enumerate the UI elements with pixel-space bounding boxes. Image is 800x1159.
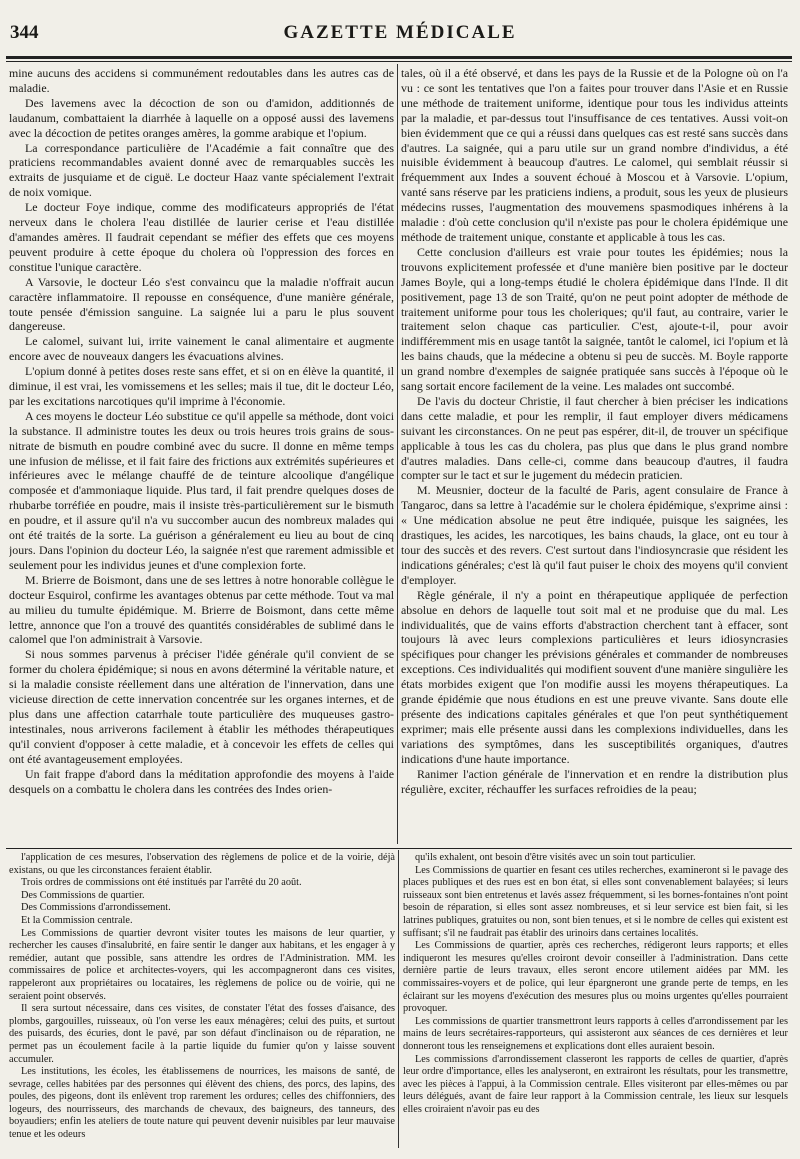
upper-left-column (9, 66, 394, 846)
paragraph: Les commissions d'arrondissement classeront les rapports de celles de quartier, d'après leur ordre d'importance, elles les analyseront, en extrairont les résultats, pour les transmettre, avec les pièces à l'appui, à la Commission centrale. Elles visiteront par elles-mêmes ou par leurs délégués, avant de faire leur rapport à la Commission centrale, les lieux sur lesquels elles croiraient n'avoir pas eu des (403, 1053, 788, 1115)
paragraph: Les Commissions de quartier devront visiter toutes les maisons de leur quartier, y rechercher les causes d'insalubrité, en faire sentir le danger aux habitans, et les engager à y remédier, autant que possible, sans attendre les ordres de l'Administration. MM. les commissaires de police et architectes-voyers, qui les accompagneront dans ces visites, rappeleront aux propriétaires ou locataires, les règlemens de police ou de voirie, qui ne seraient point observés. (9, 927, 395, 1002)
paragraph: Les Commissions de quartier en fesant ces utiles recherches, examineront si le pavage des places publiques et des rues est en bon état, si elles sont convenablement balayées; si leurs ruisseaux sont bien entretenus et lavés assez fréquemment, si les bornes-fontaines n'ont point besoin de réparation, si elles sont assez nombreuses, et si leur service est bien fait, si les latrines publiques, gratuites ou non, sont bien tenues, et si le nombre de celles qui existent est suffisant; s'il ne faudrait pas établir des urinoirs dans certaines localités. (403, 864, 788, 939)
lower-right-column (403, 852, 788, 1147)
paragraph: Les commissions de quartier transmettront leurs rapports à celles d'arrondissement par les mains de leurs secrétaires-rapporteurs, qui assisteront aux séances de ces dernières et leur donneront tous les renseignemens et explications dont elles auraient besoin. (403, 1015, 788, 1052)
paragraph: De l'avis du docteur Christie, il faut chercher à bien préciser les indications dans cette maladie, et pour les remplir, il faut employer divers médicamens suivant les circonstances. On ne peut pas espérer, dit-il, de trouver un spécifique applicable à tous les cas du cholera, pas plus que dans le plus grand nombre d'autres maladies. Dans celle-ci, comme dans beaucoup d'autres, il faudra compter sur le tact et sur le jugement du médecin praticien. (401, 393, 788, 483)
paragraph: M. Meusnier, docteur de la faculté de Paris, agent consulaire de France à Tangaroc, dans sa lettre à l'académie sur le cholera épidémique, s'exprime ainsi : « Une médication absolue ne peut être indiquée, puisque les saignées, les drastiques, les acides, les narcotiques, les bains chauds, la glace, ont eu tour à tour des succès et des revers. C'est surtout dans l'indiosyncrasie que résident les indications générales; c'est là qu'il faut puiser le choix des moyens qu'il convient d'employer. (401, 483, 788, 587)
paragraph: Si nous sommes parvenus à préciser l'idée générale qu'il convient de se former du cholera épidémique; si nous en avons déterminé la véritable nature, et si la maladie consiste réellement dans une altération de l'innervation, dans une vicieuse direction de cette innervation concentrée sur les organes internes, et de plus dans une affection catarrhale toute particulière des muqueuses gastro-intestinales, nous arriverons facilement à établir les méthodes thérapeutiques qu'il convient d'opposer à cette maladie, et à concevoir les effets de celles qui ont été avantageusement employées. (9, 647, 394, 766)
paragraph: Trois ordres de commissions ont été institués par l'arrêté du 20 août. (21, 877, 302, 889)
paragraph: M. Brierre de Boismont, dans une de ses lettres à notre honorable collègue le docteur Esquirol, confirme les avantages obtenus par cette méthode. Tout va mal au milieu du tumulte épidémique. M. Brierre de Boismont, dans cette même lettre, annonce que l'on a trouvé des quantités considérables de sublimé dans le calomel que l'on administrait à Varsovie. (9, 572, 394, 647)
paragraph: tales, où il a été observé, et dans les pays de la Russie et de la Pologne où on l'a vu : ce sont les tentatives que l'on a faites pour trouver dans l'Asie et en Russie une méthode de traitement uniforme, identique pour tous les individus atteints par la maladie, et par-dessus tout l'insuffisance de ces tentatives. Aussi voit-on bien évidemment que ce qui a réussi dans quelques cas est resté sans succès dans d'autres. La saignée, qui a paru utile sur un grand nombre d'individus, a été nuisible évidemment à beaucoup d'autres. Le calomel, qui semblait réussir si fréquemment aux Indes a souvent échoué à Moscou et à Varsovie. L'opium, vanté sans réserve par les praticiens indiens, a produit, sous les yeux de plusieurs médecins russes, l'augmentation des mouvemens spasmodiques inhérens à la maladie : d'où cette conclusion qu'il n'existe pas pour le cholera épidémique une méthode de traitement unique, constante et applicable à tous les cas. (401, 66, 788, 244)
column-divider (398, 850, 399, 1148)
paragraph: Le docteur Foye indique, comme des modificateurs appropriés de l'état nerveux dans le cholera l'eau distillée de laurier cerise et l'eau distillée d'amandes amères. Il faudrait cependant se méfier des effets que ces moyens peuvent produire à cette époque du cholera où l'oppression des forces en constitue l'unique caractère. (9, 200, 394, 274)
paragraph: Cette conclusion d'ailleurs est vraie pour toutes les épidémies; nous la trouvons explicitement professée et d'une manière bien positive par le docteur James Boyle, qui a long-temps étudié le cholera épidémique dans l'Inde. Il dit positivement, page 13 de son Traité, qu'on ne peut point adopter de méthode de traitement uniforme pour tous les choleriques; qu'il faut, au contraire, varier le traitement selon chaque cas particulier. C'est, ajoute-t-il, pour avoir indifféremment mis en usage tantôt la saignée, tantôt le calomel, ici l'opium et là les bains chauds, que la médecine a obtenu si peu de succès. M. Boyle rapporte un grand nombre d'exemples de saignée pratiquée sans succès à l'époque où le sang sortait encore facilement de la veine. Les malades ont succombé. (401, 244, 788, 394)
paragraph: La correspondance particulière de l'Académie a fait connaître que des praticiens recommandables avaient donné avec de remarquables succès les extraits de jusquiame et de ciguë. Le docteur Haaz vante spécialement l'extrait de noix vomique. (9, 140, 394, 200)
paragraph: A Varsovie, le docteur Léo s'est convaincu que la maladie n'offrait aucun caractère inflammatoire. Il repousse en conséquence, d'une manière générale, toute pensée d'émission sanguine. La saignée lui a paru le plus souvent dangereuse. (9, 274, 394, 334)
paragraph: Des lavemens avec la décoction de son ou d'amidon, additionnés de laudanum, combattaient la diarrhée à laquelle on a opposé aussi des lavemens avec la décoction de petites oranges amères, la gomme arabique et l'opium. (9, 95, 394, 140)
paragraph: Il sera surtout nécessaire, dans ces visites, de constater l'état des fosses d'aisance, des plombs, gargouilles, ruisseaux, où l'on verse les eaux ménagères; celui des puits, et surtout des puisards, des écuries, dont le pavé, par son défaut d'inclinaison ou de réparation, ne permet pas un écoulement facile à la partie liquide du fumier qu'on y laisse souvent accumuler. (9, 1003, 395, 1065)
feuilleton-rule (6, 848, 792, 849)
paragraph: qu'ils exhalent, ont besoin d'être visités avec un soin tout particulier. (415, 852, 696, 863)
paragraph: Un fait frappe d'abord dans la méditation approfondie des moyens à l'aide desquels on a combattu le cholera dans les contrées des Indes orien- (9, 766, 394, 796)
header-rule-thin (6, 61, 792, 62)
paragraph: mine aucuns des accidens si communément redoutables dans les autres cas de maladie. (9, 66, 394, 95)
page-number: 344 (10, 22, 39, 43)
paragraph: Les Commissions de quartier, après ces recherches, rédigeront leurs rapports; et elles indiqueront les mesures qu'elles croiront devoir conseiller à l'administration. Dans cette dernière partie de leurs travaux, elles seront encore utilement aidées par MM. les commissaires-voyers et de police, qui leur épargneront une grande perte de temps, en les éclairant sur les moyens d'exécution des mesures plus ou moins urgentes qu'elles pourraient provoquer. (403, 940, 788, 1015)
paragraph: Règle générale, il n'y a point en thérapeutique appliquée de perfection absolue en dehors de laquelle tout soit mal et ne produise que du mal. Les individualités, que de vains efforts d'abstraction cherchent tant à effacer, sont toujours là avec leurs complexions particulières et leurs idiosyncrasies spécifiques pour changer les prévisions générales et commander de nombreuses exceptions. Ces individualités qui modifient souvent d'une manière singulière les états morbides exigent que l'on modifie aussi les moyens thérapeutiques. La grande épidémie que nous étudions en est une preuve vivante. Sans doute elle présente des indications capitales générales et que l'on peut synthétiquement exprimer; mais elle présente aussi dans les complexions individuelles, dans les variations des symptômes, dans les susceptibilités organiques, d'autres indications d'une haute importance. (401, 587, 788, 766)
paragraph: Les institutions, les écoles, les établissemens de nourrices, les maisons de santé, de sevrage, celles habitées par des personnes qui élèvent des chiens, des porcs, des lapins, des poules, des pigeons, dont ils enlèvent trop rarement les ordures; celles des chiffonniers, des logeurs, des nourrisseurs, des marchands de chevaux, des baigneurs, des tanneurs, des boyaudiers; enfin les ateliers de toute nature qui peuvent devenir nuisibles par leur mauvaise tenue et les odeurs (9, 1066, 395, 1141)
paragraph: Ranimer l'action générale de l'innervation et en rendre la distribution plus régulière, exciter, réchauffer les surfaces refroidies de la peau; (401, 766, 788, 796)
lower-left-column (9, 852, 395, 1147)
upper-right-column (401, 66, 788, 846)
column-divider (397, 64, 398, 844)
journal-title: GAZETTE MÉDICALE (283, 22, 517, 43)
paragraph: Des Commissions d'arrondissement. (21, 902, 171, 914)
header-rule-thick (6, 56, 792, 59)
paragraph: Le calomel, suivant lui, irrite vainement le canal alimentaire et augmente encore avec de nouveaux dangers les évacuations alvines. (9, 334, 394, 364)
paragraph: L'opium donné à petites doses reste sans effet, et si on en élève la quantité, il diminue, il est vrai, les vomissemens et les selles; mais il tue, dit le docteur Léo, par les excitations narcotiques qu'il imprime à l'économie. (9, 364, 394, 408)
page-header (0, 14, 800, 54)
paragraph: Et la Commission centrale. (21, 914, 133, 926)
paragraph: A ces moyens le docteur Léo substitue ce qu'il appelle sa méthode, dont voici la substance. Il administre toutes les deux ou trois heures trois grains de sous-nitrate de bismuth en poudre combiné avec du sucre. Il donne en même temps une infusion de mélisse, et il fait faire des frictions aux extrémités supérieures et inférieures avec le mélange chauffé de de teinture alcoolique d'angélique composée et d'ammoniaque liquide. Plus tard, il fait prendre quelques doses de rhubarbe torréfiée en poudre, mais il insiste très-particulièrement sur le bismuth en poudre, et il assure qu'il n'a vu succomber aucun des nombreux malades qui ont été traités de la sorte. La guérison a généralement eu lieu au bout de cinq jours. Dans l'opinion du docteur Léo, la saignée n'est que rarement admissible et seulement pour les individus jeunes et d'une complexion forte. (9, 408, 394, 572)
paragraph: Des Commissions de quartier. (21, 889, 145, 901)
paragraph: l'application de ces mesures, l'observation des règlemens de police et de la voirie, déjà existans, ou que les circonstances feraient établir. (9, 852, 395, 876)
